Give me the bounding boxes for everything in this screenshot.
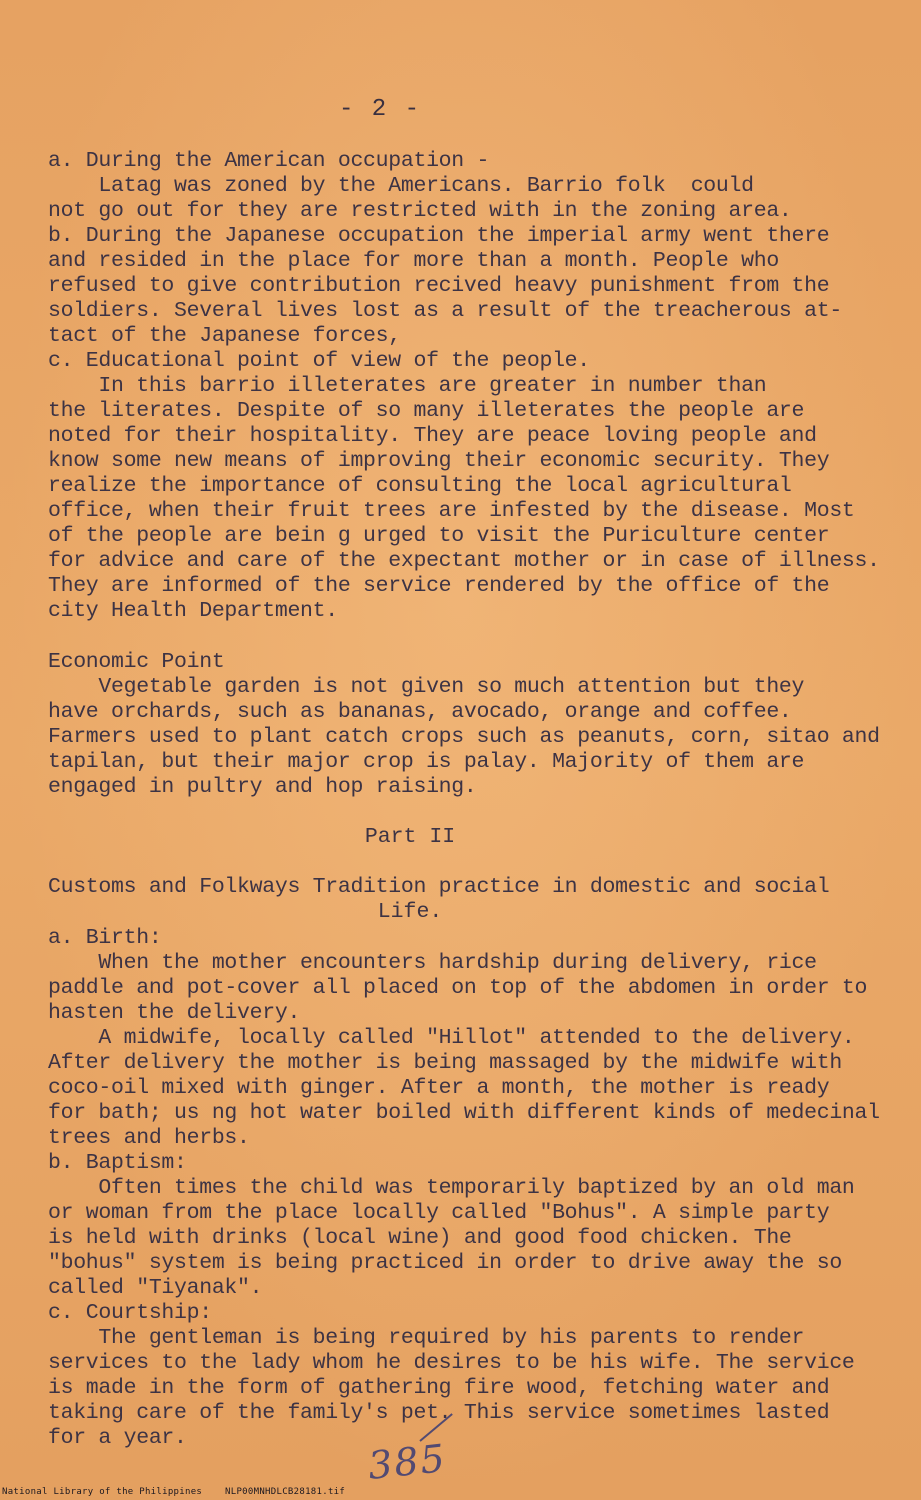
- text-line: hasten the delivery.: [48, 1001, 301, 1025]
- text-line: taking care of the family's pet. This service sometimes lasted: [48, 1401, 830, 1425]
- text-line: noted for their hospitality. They are peace loving people and: [48, 424, 817, 448]
- text-line: refused to give contribution recived heavy punishment from the: [48, 274, 830, 298]
- text-line: is made in the form of gathering fire wood, fetching water and: [48, 1376, 830, 1400]
- text-line: In this barrio illeterates are greater in number than: [48, 374, 767, 398]
- section-heading: Economic Point: [48, 650, 225, 674]
- text-line: c. Educational point of view of the people.: [48, 349, 590, 373]
- text-line: the literates. Despite of so many illeterates the people are: [48, 399, 805, 423]
- text-line: Latag was zoned by the Americans. Barrio folk could: [48, 174, 754, 198]
- text-line: for advice and care of the expectant mother or in case of illness.: [48, 549, 880, 573]
- text-line: for a year.: [48, 1426, 187, 1450]
- text-line: soldiers. Several lives lost as a result of the treacherous at-: [48, 299, 842, 323]
- text-line: b. During the Japanese occupation the imperial army went there: [48, 224, 830, 248]
- text-line: tact of the Japanese forces,: [48, 324, 401, 348]
- text-line: for bath; us ng hot water boiled with different kinds of medecinal: [48, 1101, 880, 1125]
- text-line: After delivery the mother is being massaged by the midwife with: [48, 1051, 842, 1075]
- archive-footer: National Library of the Philippines NLP00MNHDLCB28181.tif: [2, 1487, 346, 1497]
- text-line: have orchards, such as bananas, avocado, orange and coffee.: [48, 700, 792, 724]
- customs-heading: Customs and Folkways Tradition practice in domestic and social: [48, 875, 830, 899]
- subsection-heading-courtship: c. Courtship:: [48, 1301, 212, 1325]
- text-line: They are informed of the service rendered by the office of the: [48, 574, 830, 598]
- customs-heading-line2: Life.: [377, 900, 443, 924]
- page-number: - 2 -: [338, 96, 421, 123]
- text-line: services to the lady whom he desires to be his wife. The service: [48, 1351, 855, 1375]
- handwritten-page-number: 385: [365, 1436, 449, 1488]
- text-line: trees and herbs.: [48, 1126, 250, 1150]
- text-line: "bohus" system is being practiced in order to drive away the so: [48, 1251, 842, 1275]
- text-line: or woman from the place locally called "Bohus". A simple party: [48, 1201, 830, 1225]
- text-line: city Health Department.: [48, 599, 338, 623]
- text-line: is held with drinks (local wine) and good food chicken. The: [48, 1226, 792, 1250]
- text-line: coco-oil mixed with ginger. After a month, the mother is ready: [48, 1076, 830, 1100]
- text-line: know some new means of improving their economic security. They: [48, 449, 830, 473]
- subsection-heading-birth: a. Birth:: [48, 926, 162, 950]
- text-line: Vegetable garden is not given so much attention but they: [48, 675, 805, 699]
- text-line: called "Tiyanak".: [48, 1276, 263, 1300]
- subsection-heading-baptism: b. Baptism:: [48, 1151, 187, 1175]
- text-line: a. During the American occupation -: [48, 149, 490, 173]
- text-line: of the people are bein g urged to visit the Puriculture center: [48, 524, 830, 548]
- text-line: Farmers used to plant catch crops such as peanuts, corn, sitao and: [48, 725, 880, 749]
- text-line: When the mother encounters hardship during delivery, rice: [48, 951, 817, 975]
- text-line: and resided in the place for more than a month. People who: [48, 249, 779, 273]
- part-title: Part II: [364, 825, 456, 849]
- text-line: paddle and pot-cover all placed on top of the abdomen in order to: [48, 976, 868, 1000]
- text-line: Often times the child was temporarily baptized by an old man: [48, 1176, 855, 1200]
- text-line: engaged in pultry and hop raising.: [48, 775, 477, 799]
- text-line: tapilan, but their major crop is palay. Majority of them are: [48, 750, 805, 774]
- text-line: A midwife, locally called "Hillot" attended to the delivery.: [48, 1026, 855, 1050]
- text-line: office, when their fruit trees are infested by the disease. Most: [48, 499, 855, 523]
- text-line: not go out for they are restricted with in the zoning area.: [48, 199, 792, 223]
- text-line: The gentleman is being required by his parents to render: [48, 1326, 805, 1350]
- text-line: realize the importance of consulting the local agricultural: [48, 474, 792, 498]
